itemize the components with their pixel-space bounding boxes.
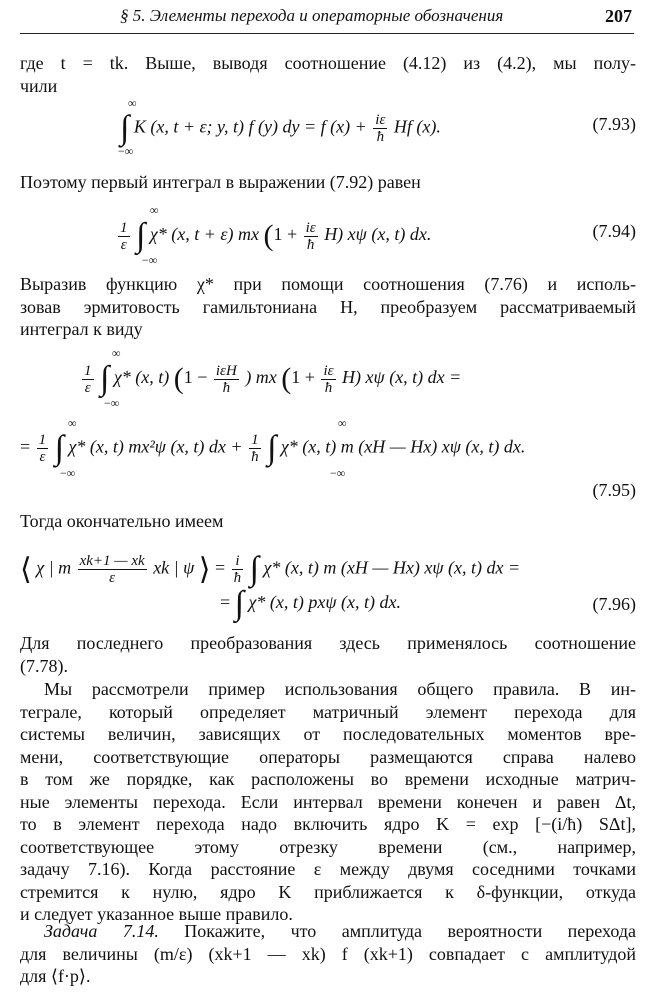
- equals-sign: =: [20, 436, 31, 457]
- paragraph-3: [20, 273, 636, 341]
- equation-number: (7.93): [592, 114, 636, 134]
- text-line: задачу 7.16). Когда расстояние ε между двумя соседними точками: [20, 859, 636, 879]
- fraction: $\frac{i}{ħ}$: [233, 553, 242, 586]
- text-line: в том же порядке, как расположены во времени исходные матрич-: [20, 769, 636, 789]
- one-plus: 1 +: [291, 367, 315, 388]
- integral-sign: ∫: [267, 429, 277, 467]
- fraction: $\frac{i\varepsilon}{ħ}$: [375, 112, 386, 145]
- paragraph-4: [20, 510, 636, 533]
- text-line: зовав эрмитовость гамильтониана H, преобразуем рассматриваемый: [20, 296, 636, 317]
- angle-open: ⟨: [20, 553, 32, 586]
- formula-rhs: χ* (x, t) pxψ (x, t) dx.: [248, 592, 402, 612]
- text-line: соответствующее этому отрезку времени (см., например,: [20, 836, 636, 857]
- integral-sign: ∫: [249, 550, 259, 588]
- equation-7-95-line-2: [20, 416, 636, 500]
- text-line: Для последнего преобразования здесь применялось соотношение: [20, 633, 636, 653]
- text-line: и следует указанное выше правило.: [20, 904, 293, 924]
- paragraph-6: [20, 678, 636, 926]
- upper-limit: ∞: [128, 96, 137, 110]
- lower-limit: −∞: [104, 396, 120, 410]
- one-minus: 1 −: [183, 367, 208, 388]
- lower-limit: −∞: [330, 466, 346, 480]
- text-line: чили: [20, 75, 58, 96]
- text-line: мени, соответствующие операторы размещаются справа налево: [20, 746, 636, 767]
- upper-limit: ∞: [338, 416, 347, 430]
- task-label: Задача 7.14.: [44, 921, 159, 941]
- formula-part: ) mx: [245, 367, 277, 388]
- text-line: ные элементы перехода. Если интервал времени конечен и равен Δt,: [20, 791, 636, 812]
- lower-limit: −∞: [142, 253, 158, 267]
- text-line: Выразив функцию χ* при помощи соотношения (7.76) и исполь-: [20, 274, 636, 294]
- text-line: для величины (m/ε) (xk+1 — xk) f (xk+1) совпадает с амплитудой: [20, 943, 636, 964]
- equation-7-93: [20, 96, 636, 158]
- integral-sign: ∫: [54, 429, 64, 467]
- fraction: $\frac{xk+1 — xk}{\varepsilon}$: [79, 553, 145, 586]
- formula-part: χ* (x, t): [113, 367, 170, 388]
- page-header: [0, 0, 654, 40]
- ket: xk | ψ: [153, 557, 195, 578]
- integral-sign: ∫: [120, 109, 130, 147]
- integral-sign: ∫: [100, 360, 110, 397]
- text-line: Тогда окончательно имеем: [20, 511, 224, 531]
- upper-limit: ∞: [112, 346, 121, 360]
- equation-7-96-line-2: [20, 580, 636, 630]
- text-line: [20, 920, 636, 943]
- equals-sign: =: [215, 557, 226, 578]
- fraction: $\frac{1}{\varepsilon}$: [120, 219, 128, 253]
- formula-rhs: χ* (x, t) m (xH — Hx) xψ (x, t) dx =: [263, 557, 521, 578]
- task-7-14: [20, 920, 636, 988]
- page-number: 207: [605, 6, 632, 26]
- equation-7-94: [20, 203, 636, 267]
- paren-open: (: [173, 362, 184, 395]
- fraction: $\frac{1}{ħ}$: [251, 432, 259, 465]
- text-line: системы величин, зависящих от последовательных моментов вре-: [20, 724, 636, 744]
- text-line: (7.78).: [20, 655, 68, 676]
- text-line: стремится к нулю, ядро K приближается к δ-функции, откуда: [20, 881, 636, 902]
- paragraph-2: [20, 171, 636, 194]
- task-text: Покажите, что амплитуда вероятности перехода: [184, 921, 636, 941]
- formula-part: H) xψ (x, t) dx =: [342, 367, 462, 388]
- text-line: Мы рассмотрели пример использования общего правила. В ин-: [44, 679, 636, 699]
- formula-lhs: K (x, t + ε; y, t) f (y) dy = f (x) +: [133, 116, 367, 137]
- lower-limit: −∞: [118, 144, 134, 158]
- equation-number: (7.96): [592, 594, 636, 614]
- text-line: интеграл к виду: [20, 319, 143, 339]
- formula-rhs: Hf (x).: [393, 116, 441, 137]
- equation-number: (7.94): [592, 221, 636, 241]
- running-head: § 5. Элементы перехода и операторные обозначения: [120, 6, 504, 25]
- one: 1 +: [273, 224, 298, 245]
- paragraph-5: [20, 632, 636, 677]
- fraction: $\frac{1}{\varepsilon}$: [38, 432, 47, 465]
- header-rule: [20, 33, 634, 34]
- paragraph-1: [20, 52, 636, 97]
- integral-sign: ∫: [234, 584, 244, 622]
- equation-number: (7.95): [592, 480, 636, 500]
- upper-limit: ∞: [68, 416, 77, 430]
- text-line: для ⟨f·p⟩.: [20, 966, 91, 986]
- fraction: $\frac{i\varepsilon}{ħ}$: [305, 219, 316, 253]
- lower-limit: −∞: [60, 466, 76, 480]
- text-line: Поэтому первый интеграл в выражении (7.92) равен: [20, 172, 421, 192]
- formula-part: χ* (x, t) mx²ψ (x, t) dx +: [68, 436, 243, 457]
- fraction: $\frac{1}{\varepsilon}$: [84, 362, 92, 396]
- integral-sign: ∫: [136, 217, 146, 254]
- angle-close: ⟩: [198, 553, 211, 586]
- formula-part: χ* (x, t) m (xH — Hx) xψ (x, t) dx.: [280, 436, 526, 457]
- fraction: $\frac{i\varepsilon}{ħ}$: [323, 362, 334, 396]
- text-line: где t = tk. Выше, выводя соотношение (4.12) из (4.2), мы полу-: [20, 53, 636, 73]
- paren-open: (: [263, 219, 274, 252]
- text-line: то в элемент перехода надо включить ядро K = exp [−(i/ħ) SΔt],: [20, 814, 636, 834]
- equation-7-95-line-1: [20, 346, 636, 410]
- equals-sign: =: [220, 592, 231, 612]
- bra: χ | m: [36, 557, 72, 578]
- upper-limit: ∞: [150, 203, 159, 217]
- text-line: теграле, который определяет матричный элемент перехода для: [20, 701, 636, 722]
- formula-rhs: H) xψ (x, t) dx.: [324, 224, 432, 245]
- formula-lhs: χ* (x, t + ε) mx: [149, 224, 259, 245]
- paren-open: (: [281, 362, 292, 395]
- fraction: $\frac{\text{iεH}}{ħ}$: [215, 362, 237, 396]
